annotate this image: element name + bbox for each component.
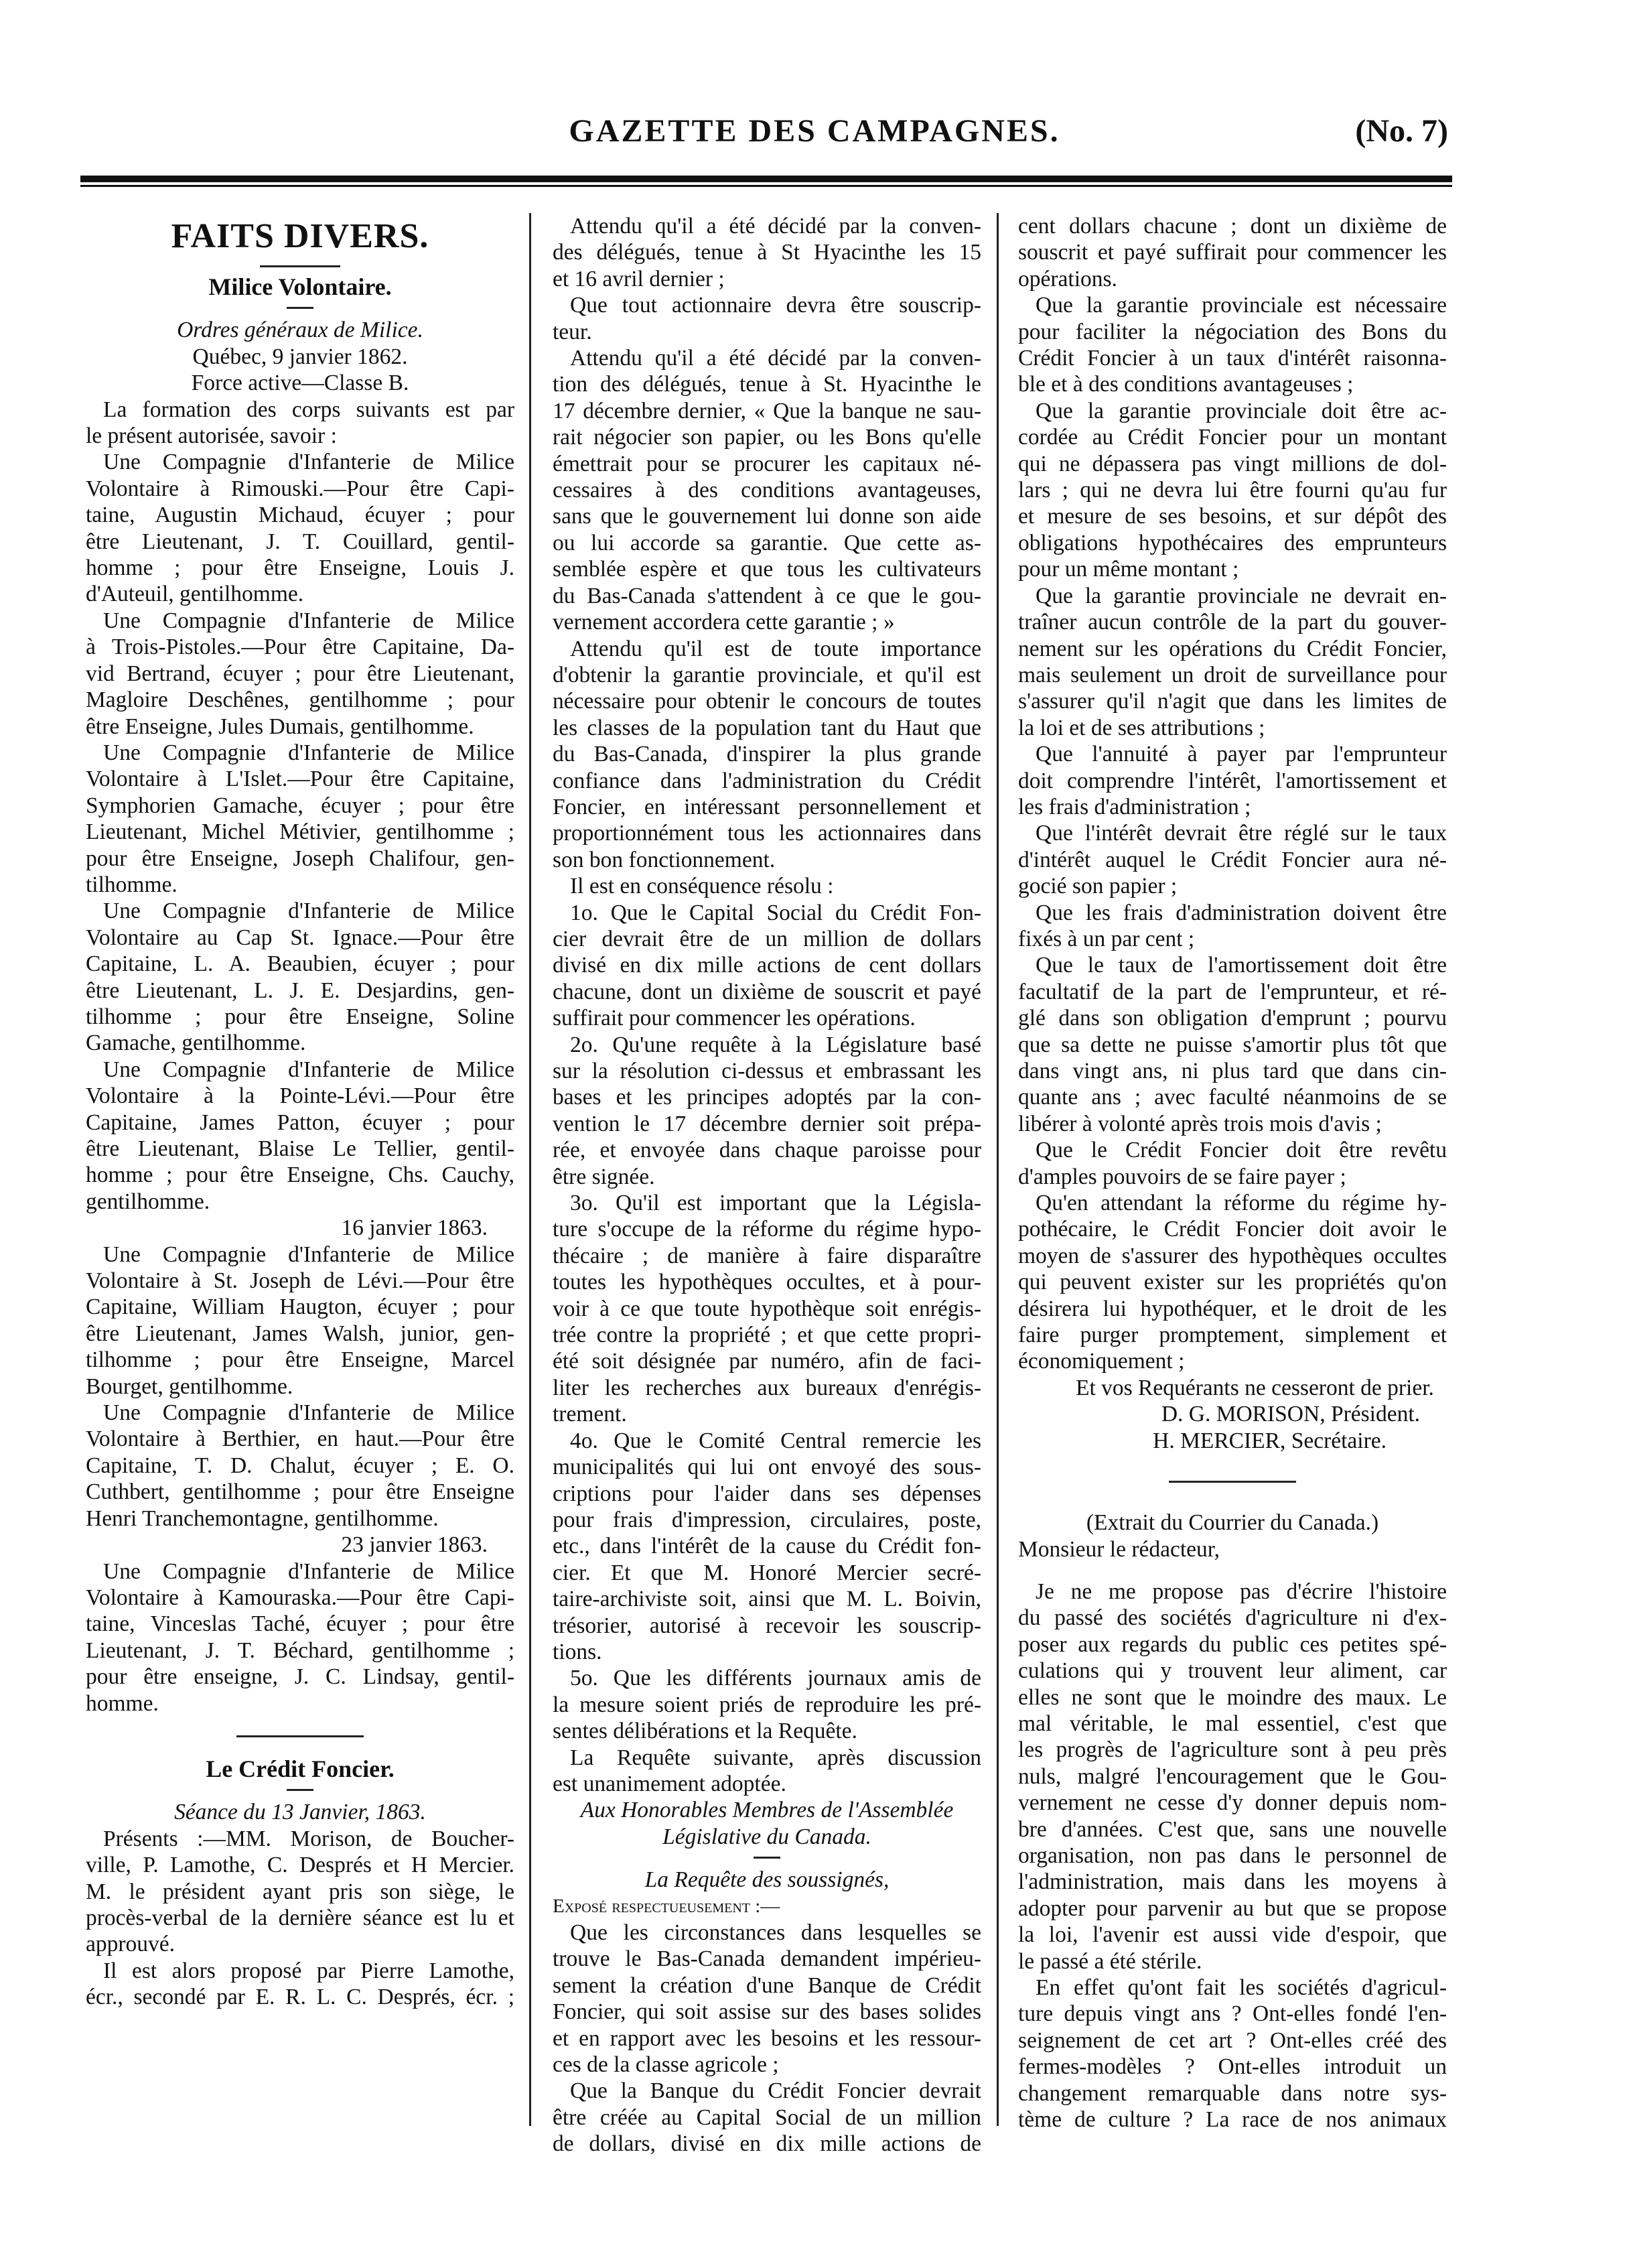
issue-number: (No. 7): [1355, 113, 1448, 149]
resolution-5: 5o. Que les différents journaux amis de la mesure soient priés de reproduire les pré- sentes délibérations et la Requête.: [553, 1666, 981, 1744]
extract-source: (Extrait du Courrier du Canada.): [1086, 1510, 1379, 1536]
motion-paragraph: Il est alors proposé par Pierre Lamothe, écr., secondé par E. R. L. C. Després, écr. ;: [86, 1958, 514, 2010]
company-paragraph: Une Compagnie d'Infanterie de Milice Volontaire à Berthier, en haut.—Pour être Capitaine, T. D. Chalut, écuyer ; E. O. Cuthbert, gentilhomme ; pour être Enseigne Henri Tranchemontagne, gentilhomme.: [86, 1400, 514, 1531]
paragraph: Attendu qu'il est de toute importance d'obtenir la garantie provinciale, et qu'il est nécessaire pour obtenir le concours de toutes les classes de la population tant du Haut que du Bas-Canada, d'inspirer la plus grande confiance dans l'administration du Crédit Foncier, en intéressant personnellement et proportionnément tous les actionnaires dans son bon fonctionnement.: [553, 636, 981, 872]
resolution-3: 3o. Qu'il est important que la Législa- ture s'occupe de la réforme du régime hypo- thécaire ; de manière à faire disparaître toutes les hypothèques occultes, et à pour- voir à ce que toute hypothèque soit enrégis- trée contre la propriété ; et que cette propri- été soit désignée par numéro, afin de faci- liter les recherches aux bureaux d'enrégis- trement.: [553, 1191, 981, 1427]
force-title: Force active—Classe B.: [191, 371, 409, 396]
paragraph: cent dollars chacune ; dont un dixième de souscrit et payé suffirait pour commencer les opérations.: [1018, 214, 1447, 291]
company-paragraph: Une Compagnie d'Infanterie de Milice Volontaire à Kamouraska.—Pour être Capi- taine, Vinceslas Taché, écuyer ; pour être Lieutenant, J. T. Béchard, gentilhomme ; pour être enseigne, J. C. Lindsay, gentil- homme.: [86, 1558, 514, 1716]
paragraph: La Requête suivante, après discussion est unanimement adoptée.: [553, 1745, 981, 1796]
section-heading: FAITS DIVERS.: [171, 217, 429, 255]
company-paragraph: Une Compagnie d'Infanterie de Milice Volontaire à Rimouski.—Pour être Capi- taine, Augustin Michaud, écuyer ; pour être Lieutenant, J. T. Couillard, gentil- homme ; pour être Enseigne, Louis J. d'Auteuil, gentilhomme.: [86, 450, 514, 607]
dateline: Québec, 9 janvier 1862.: [192, 344, 408, 369]
session-title: Séance du 13 Janvier, 1863.: [174, 1800, 426, 1825]
paragraph: Que les frais d'administration doivent être fixés à un par cent ;: [1018, 900, 1447, 951]
dateline: 16 janvier 1863.: [341, 1215, 488, 1241]
paragraph: Que les circonstances dans lesquelles se trouve le Bas-Canada demandent impérieu- sement la création d'une Banque de Crédit Foncier, qui soit assise sur des bases solides et en rapport avec les besoins et les ressour- ces de la classe agricole ;: [553, 1920, 981, 2078]
newspaper-title: GAZETTE DES CAMPAGNES.: [569, 113, 1060, 149]
paragraph: Attendu qu'il a été décidé par la conven- des délégués, tenue à St Hyacinthe les 15 et 16 avril dernier ;: [553, 214, 981, 291]
expose-line: Exposé respectueusement :—: [553, 1895, 780, 1917]
header-rule-thin: [80, 185, 1452, 187]
divider: [260, 265, 340, 267]
column-2: [553, 213, 981, 2157]
orders-title: Ordres généraux de Milice.: [177, 318, 423, 343]
divider: [236, 1735, 364, 1737]
signature-secretary: H. MERCIER, Secrétaire.: [1153, 1428, 1387, 1453]
column-divider-2: [997, 213, 999, 2126]
resolution-1: 1o. Que le Capital Social du Crédit Fon- cier devrait être de un million de dollars divisé en dix mille actions de cent dollars chacune, dont un dixième de souscrit et payé suffirait pour commencer les opérations.: [553, 900, 981, 1031]
presents-paragraph: Présents :—MM. Morison, de Boucher- ville, P. Lamothe, C. Després et H Mercier. M. le président ayant pris son siège, le procès-verbal de la dernière séance est lu et approuvé.: [86, 1826, 514, 1957]
letter-paragraph: Je ne me propose pas d'écrire l'histoire du passé des sociétés d'agriculture ni d'ex- poser aux regards du public ces petites spé- culations qui y trouvent leur aliment, car elles ne sont que le moindre des maux. Le mal véritable, le mal essentiel, c'est que les progrès de l'agriculture sont à peu près nuls, malgré l'encouragement que le Gou- vernement ne cesse d'y donner depuis nom- bre d'années. C'est que, sans une nouvelle organisation, non pas dans le personnel de l'administration, mais dans les moyens à adopter pour parvenir au but que se propose la loi, l'avenir est aussi vide d'espoir, que le passé a été stérile.: [1018, 1579, 1447, 1974]
signature-president: D. G. MORISON, Président.: [1161, 1402, 1420, 1427]
petition-title: La Requête des soussignés,: [644, 1867, 890, 1893]
spacer: [1018, 1562, 1447, 1579]
company-paragraph: Une Compagnie d'Infanterie de Milice Volontaire au Cap St. Ignace.—Pour être Capitaine, L. A. Beaubien, écuyer ; pour être Lieutenant, L. J. E. Desjardins, gen- tilhomme ; pour être Enseigne, Soline Gamache, gentilhomme.: [86, 898, 514, 1056]
divider: [754, 1857, 780, 1859]
resolution-intro: Il est en conséquence résolu :: [570, 874, 834, 899]
paragraph: Que la Banque du Crédit Foncier devrait être créée au Capital Social de un million de dollars, divisé en dix mille actions de: [553, 2078, 981, 2157]
dateline: 23 janvier 1863.: [341, 1532, 488, 1558]
paragraph: Attendu qu'il a été décidé par la conven- tion des délégués, tenue à St. Hyacinthe le 17 décembre dernier, « Que la banque ne sau- rait négocier son papier, ou les Bons qu'elle émettrait pour se procurer les capitaux né- cessaires à des conditions avantageuses, sans que le gouvernement lui donne son aide ou lui accorde sa garantie. Que cette as- semblée espère et que tous les cultivateurs du Bas-Canada s'attendent à ce que le gou- vernement accordera cette garantie ; »: [553, 346, 981, 635]
paragraph: Que l'annuité à payer par l'emprunteur doit comprendre l'intérêt, l'amortissement et les frais d'administration ;: [1018, 742, 1447, 819]
divider: [287, 307, 313, 309]
company-paragraph: Une Compagnie d'Infanterie de Milice à Trois-Pistoles.—Pour être Capitaine, Da- vid Bertrand, écuyer ; pour être Lieutenant, Magloire Deschênes, gentilhomme ; pour être Enseigne, Jules Dumais, gentilhomme.: [86, 608, 514, 739]
paragraph: Que le taux de l'amortissement doit être facultatif de la part de l'emprunteur, et ré- glé dans son obligation d'emprunt ; pourvu que sa dette ne puisse s'amortir plus tôt que dans vingt ans, ni plus tard que dans cin- quante ans ; avec faculté néanmoins de se libérer à volonté après trois mois d'avis ;: [1018, 953, 1447, 1136]
header-rule-thick: [80, 176, 1452, 182]
article-heading: Milice Volontaire.: [208, 273, 392, 300]
paragraph: Que l'intérêt devrait être réglé sur le taux d'intérêt auquel le Crédit Foncier aura né- gocié son papier ;: [1018, 821, 1447, 899]
paragraph: Que tout actionnaire devra être souscrip- teur.: [553, 293, 981, 344]
divider: [1169, 1481, 1296, 1483]
paragraph: Que la garantie provinciale est nécessaire pour faciliter la négociation des Bons du Crédit Foncier à un taux d'intérêt raisonna- ble et à des conditions avantageuses ;: [1018, 293, 1447, 397]
paragraph: Que la garantie provinciale ne devrait en- traîner aucun contrôle de la part du gouver- nement sur les opérations du Crédit Foncier, mais seulement un droit de surveillance pour s'assurer qu'il n'agit que dans les limites de la loi et de ses attributions ;: [1018, 583, 1447, 740]
column-1: [86, 213, 514, 2011]
address-heading: Aux Honorables Membres de l'Assemblée Législative du Canada.: [580, 1798, 954, 1849]
company-paragraph: Une Compagnie d'Infanterie de Milice Volontaire à la Pointe-Lévi.—Pour être Capitaine, James Patton, écuyer ; pour être Lieutenant, Blaise Le Tellier, gentil- homme ; pour être Enseigne, Chs. Cauchy, gentilhomme.: [86, 1057, 514, 1214]
closing-line: Et vos Requérants ne cesseront de prier.: [1076, 1375, 1434, 1400]
column-3: [1018, 213, 1447, 2133]
letter-paragraph: En effet qu'ont fait les sociétés d'agricul- ture depuis vingt ans ? Ont-elles fondé l'en- seignement de cet art ? Ont-elles créé des fermes-modèles ? Ont-elles introduit un changement remarquable dans notre sys- tème de culture ? La race de nos animaux: [1018, 1975, 1447, 2133]
salutation: Monsieur le rédacteur,: [1018, 1536, 1220, 1562]
company-paragraph: Une Compagnie d'Infanterie de Milice Volontaire à L'Islet.—Pour être Capitaine, Symphorien Gamache, écuyer ; pour être Lieutenant, Michel Métivier, gentilhomme ; pour être Enseigne, Joseph Chalifour, gen- tilhomme.: [86, 740, 514, 897]
paragraph: Que le Crédit Foncier doit être revêtu d'amples pouvoirs de se faire payer ;: [1018, 1138, 1447, 1189]
resolution-2: 2o. Qu'une requête à la Législature basé sur la résolution ci-dessus et embrassant les bases et les principes adoptés par la con- vention le 17 décembre dernier soit prépa- rée, et envoyée dans chaque paroisse pour être signée.: [553, 1032, 981, 1189]
paragraph: Qu'en attendant la réforme du régime hy- pothécaire, le Crédit Foncier doit avoir le moyen de s'assurer des hypothèques occultes qui peuvent exister sur les propriétés qu'on désirera lui hypothéquer, et le droit de les faire purger promptement, simplement et économiquement ;: [1018, 1191, 1447, 1374]
paragraph: Que la garantie provinciale doit être ac- cordée au Crédit Foncier pour un montant qui ne dépassera pas vingt millions de dol- lars ; qui ne devra lui être fourni qu'au fur et mesure de ses besoins, et sur dépôt des obligations hypothécaires des emprunteurs pour un même montant ;: [1018, 398, 1447, 582]
article-heading: Le Crédit Foncier.: [206, 1755, 395, 1782]
column-divider-1: [529, 213, 531, 2126]
divider: [287, 1789, 313, 1791]
resolution-4: 4o. Que le Comité Central remercie les municipalités qui lui ont envoyé des sous- criptions pour l'aider dans ses dépenses pour frais d'impression, circulaires, poste, etc., dans l'intérêt de la cause du Crédit fon- cier. Et que M. Honoré Mercier secré- taire-archiviste soit, ainsi que M. L. Boivin, trésorier, autorisé à recevoir les souscrip- tions.: [553, 1428, 981, 1664]
intro-paragraph: La formation des corps suivants est par le présent autorisée, savoir :: [86, 397, 514, 449]
company-paragraph: Une Compagnie d'Infanterie de Milice Volontaire à St. Joseph de Lévi.—Pour être Capitaine, William Haugton, écuyer ; pour être Lieutenant, James Walsh, junior, gen- tilhomme ; pour être Enseigne, Marcel Bourget, gentilhomme.: [86, 1242, 514, 1399]
